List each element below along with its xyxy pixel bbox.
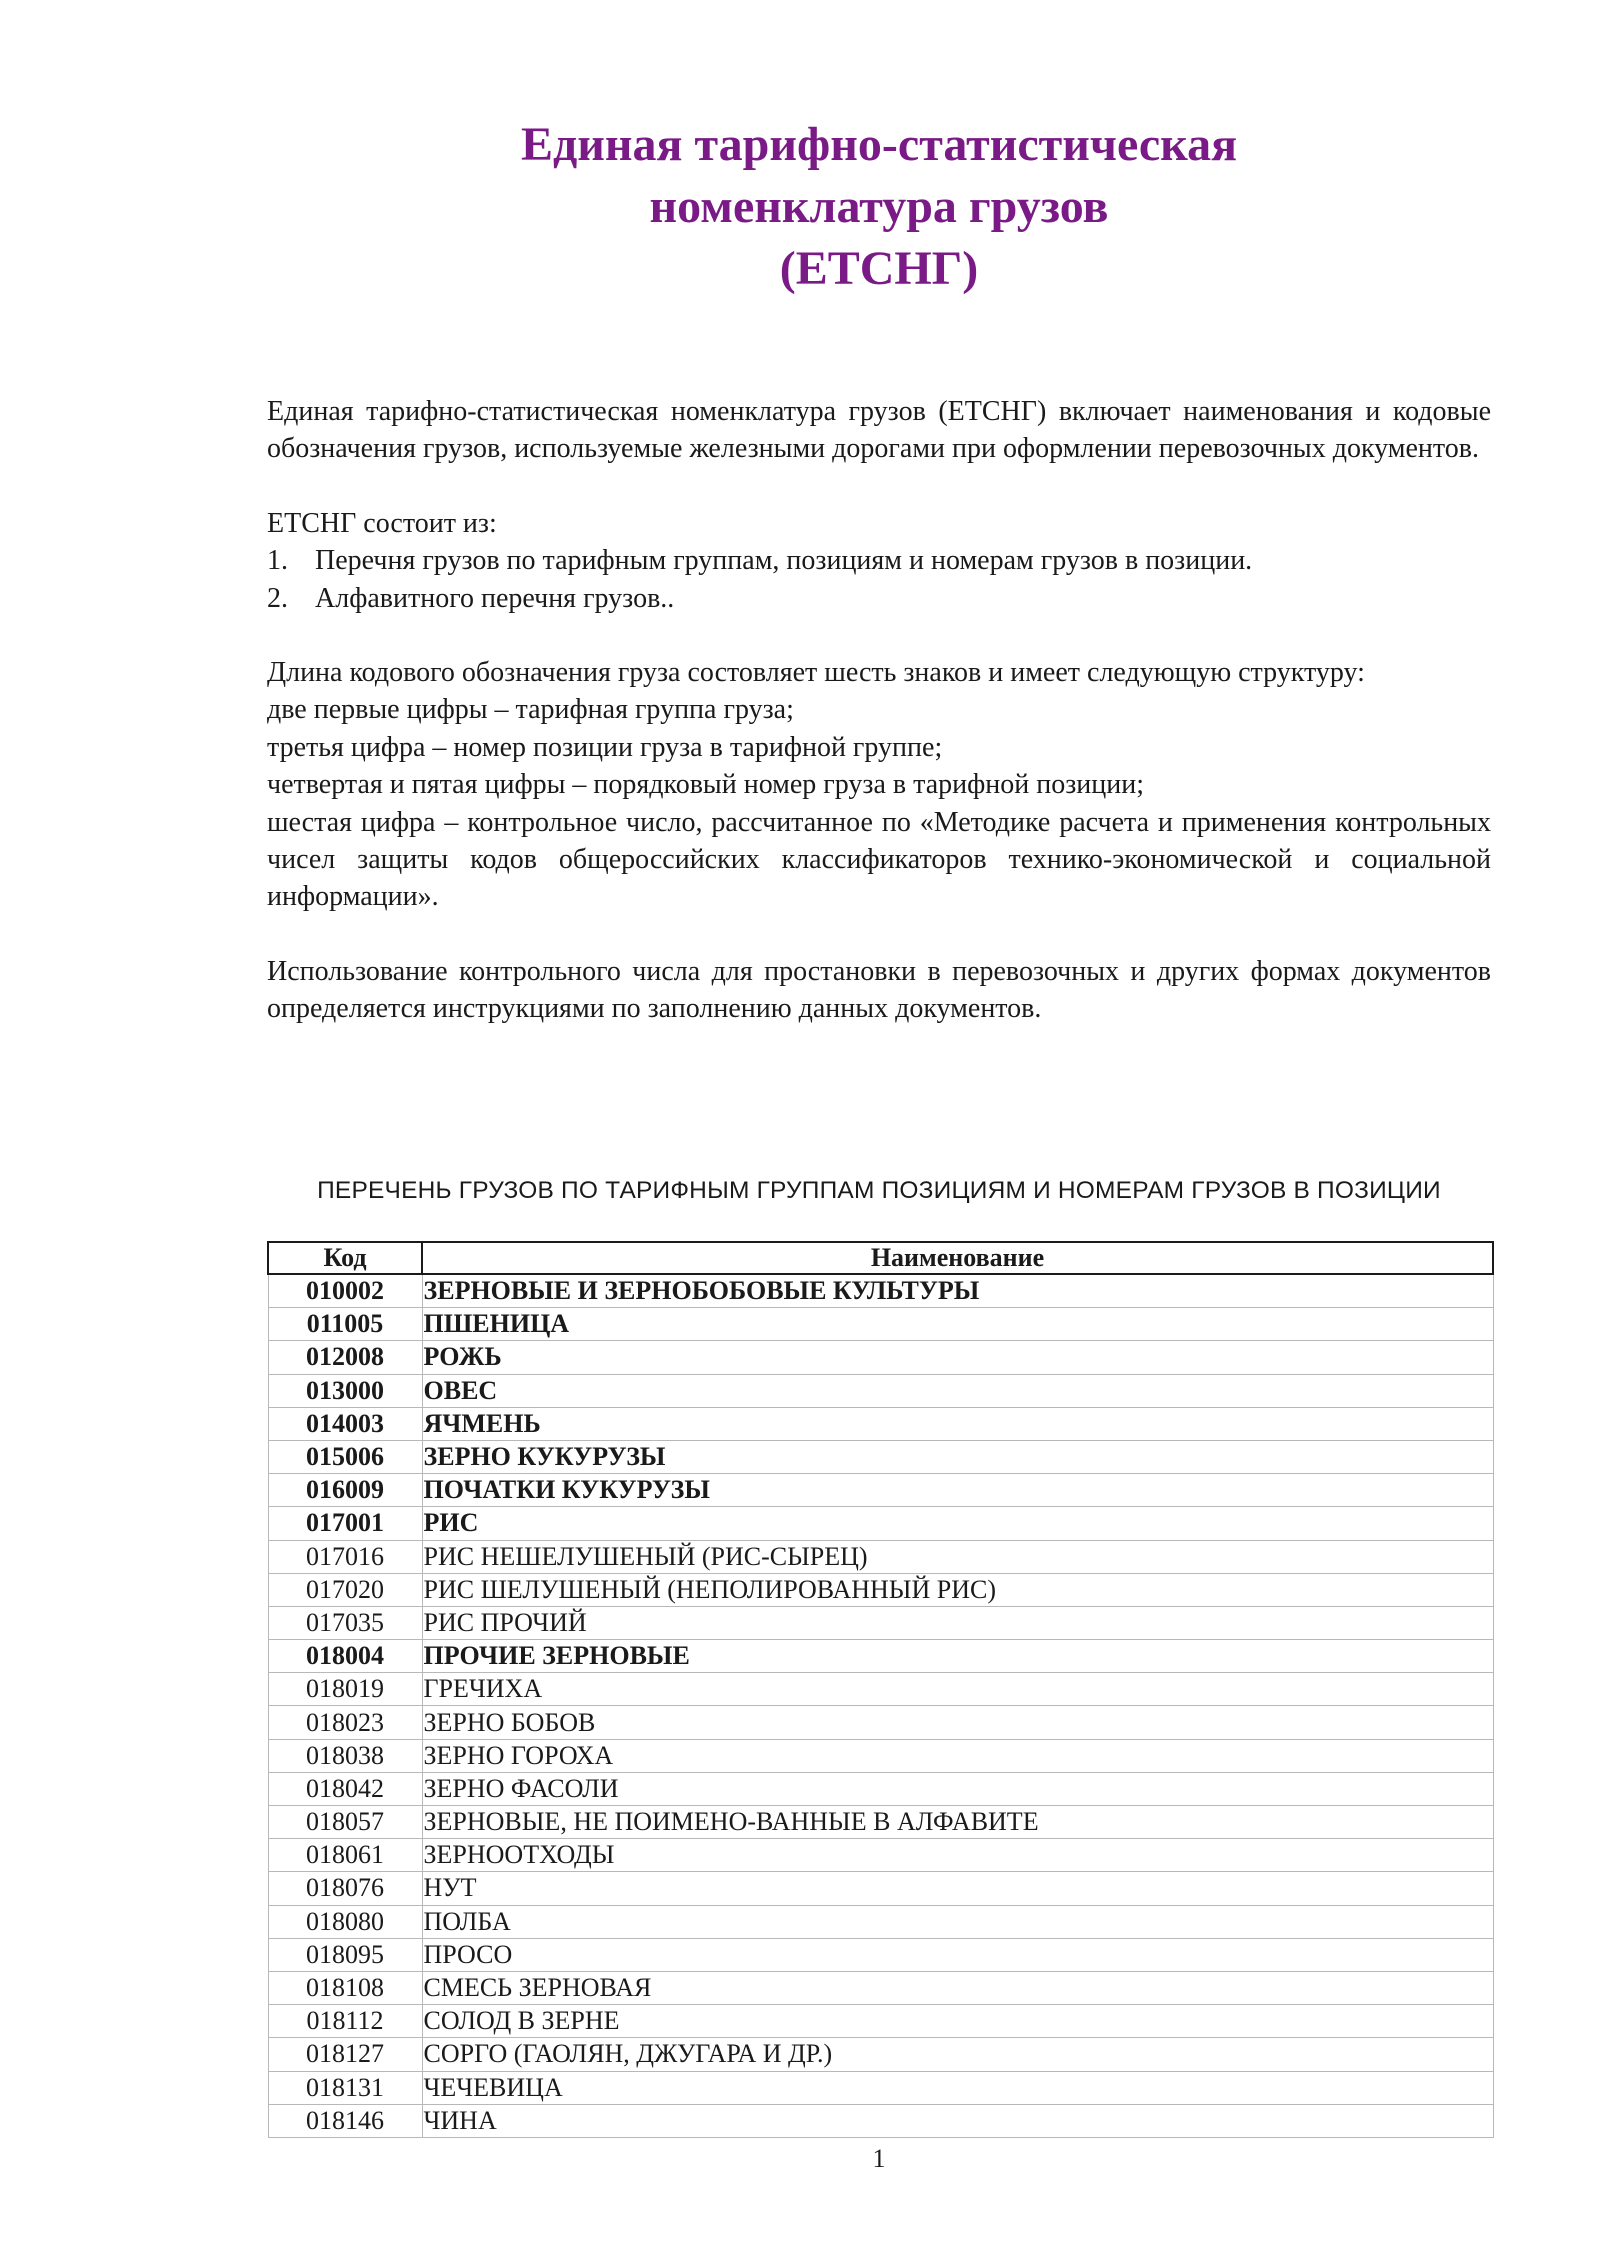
document-title xyxy=(267,114,1491,300)
cell-name: ЗЕРНООТХОДЫ xyxy=(422,1839,1493,1872)
cell-code: 018080 xyxy=(268,1905,422,1938)
list-text: Алфавитного перечня грузов.. xyxy=(315,582,675,614)
table-row xyxy=(268,1806,1493,1839)
structure-line: четвертая и пятая цифры – порядковый номер груза в тарифной позиции; xyxy=(267,769,1144,801)
table-row xyxy=(268,1440,1493,1473)
cell-code: 017001 xyxy=(268,1507,422,1540)
cell-name: ГРЕЧИХА xyxy=(422,1673,1493,1706)
cell-code: 018112 xyxy=(268,2005,422,2038)
table-row xyxy=(268,2005,1493,2038)
list-item xyxy=(267,542,1491,579)
table-heading: ПЕРЕЧЕНЬ ГРУЗОВ ПО ТАРИФНЫМ ГРУППАМ ПОЗИЦИЯМ И НОМЕРАМ ГРУЗОВ В ПОЗИЦИИ xyxy=(317,1177,1441,1204)
cell-name: СОРГО (ГАОЛЯН, ДЖУГАРА И ДР.) xyxy=(422,2038,1493,2071)
table-row xyxy=(268,1407,1493,1440)
cell-code: 016009 xyxy=(268,1474,422,1507)
table-header-row xyxy=(268,1242,1493,1274)
cell-name: СОЛОД В ЗЕРНЕ xyxy=(422,2005,1493,2038)
title-line: номенклатура грузов xyxy=(649,180,1109,233)
cell-code: 018108 xyxy=(268,1971,422,2004)
cell-name: ЗЕРНОВЫЕ И ЗЕРНОБОБОВЫЕ КУЛЬТУРЫ xyxy=(422,1274,1493,1308)
table-row xyxy=(268,1673,1493,1706)
cell-name: ЗЕРНОВЫЕ, НЕ ПОИМЕНО-ВАННЫЕ В АЛФАВИТЕ xyxy=(422,1806,1493,1839)
cell-name: ЧЕЧЕВИЦА xyxy=(422,2071,1493,2104)
table-row xyxy=(268,2038,1493,2071)
table-row xyxy=(268,2104,1493,2137)
cell-code: 012008 xyxy=(268,1341,422,1374)
cell-code: 011005 xyxy=(268,1308,422,1341)
table-row xyxy=(268,1341,1493,1374)
list-number: 2. xyxy=(267,582,288,614)
cell-code: 015006 xyxy=(268,1440,422,1473)
title-line: (ЕТСНГ) xyxy=(779,242,979,295)
cell-code: 018061 xyxy=(268,1839,422,1872)
list-text: Перечня грузов по тарифным группам, позициям и номерам грузов в позиции. xyxy=(315,545,1253,577)
title-line: Единая тарифно-статистическая xyxy=(520,118,1238,171)
cell-name: РИС ШЕЛУШЕНЫЙ (НЕПОЛИРОВАННЫЙ РИС) xyxy=(422,1573,1493,1606)
table-row xyxy=(268,2071,1493,2104)
table-row xyxy=(268,1308,1493,1341)
cell-code: 018019 xyxy=(268,1673,422,1706)
table-row xyxy=(268,1507,1493,1540)
cell-code: 018042 xyxy=(268,1772,422,1805)
intro-paragraph: Единая тарифно-статистическая номенклатура грузов (ЕТСНГ) включает наименования и кодовые обозначения грузов, используемые железными дорогами при оформлении перевозочных документов. xyxy=(267,396,1491,465)
cell-name: ПРОСО xyxy=(422,1938,1493,1971)
page-number: 1 xyxy=(872,2144,886,2173)
cell-name: НУТ xyxy=(422,1872,1493,1905)
structure-line: шестая цифра – контрольное число, рассчитанное по «Методике расчета и применения контрольных чисел защиты кодов общероссийских классификаторов технико-экономической и социальной информации». xyxy=(267,806,1491,913)
table-row xyxy=(268,1872,1493,1905)
cell-name: РИС ПРОЧИЙ xyxy=(422,1606,1493,1639)
table-row xyxy=(268,1573,1493,1606)
list-number: 1. xyxy=(267,545,288,577)
document-body xyxy=(267,393,1491,1028)
cell-name: РОЖЬ xyxy=(422,1341,1493,1374)
cell-name: РИС НЕШЕЛУШЕНЫЙ (РИС-СЫРЕЦ) xyxy=(422,1540,1493,1573)
cell-code: 017016 xyxy=(268,1540,422,1573)
table-row xyxy=(268,1971,1493,2004)
cell-name: РИС xyxy=(422,1507,1493,1540)
cell-code: 017035 xyxy=(268,1606,422,1639)
table-row xyxy=(268,1374,1493,1407)
consists-heading: ЕТСНГ состоит из: xyxy=(267,507,497,539)
table-body xyxy=(268,1274,1493,2137)
column-header-name: Наименование xyxy=(422,1242,1493,1274)
cell-code: 018004 xyxy=(268,1640,422,1673)
table-row xyxy=(268,1706,1493,1739)
cell-code: 018076 xyxy=(268,1872,422,1905)
cell-name: ЗЕРНО БОБОВ xyxy=(422,1706,1493,1739)
structure-line: третья цифра – номер позиции груза в тарифной группе; xyxy=(267,731,943,763)
cell-code: 018131 xyxy=(268,2071,422,2104)
usage-paragraph: Использование контрольного числа для простановки в перевозочных и других формах документов определяется инструкциями по заполнению данных документов. xyxy=(267,955,1491,1025)
cell-code: 018146 xyxy=(268,2104,422,2137)
cell-name: ПРОЧИЕ ЗЕРНОВЫЕ xyxy=(422,1640,1493,1673)
cell-name: ОВЕС xyxy=(422,1374,1493,1407)
table-row xyxy=(268,1739,1493,1772)
cell-code: 018023 xyxy=(268,1706,422,1739)
cell-name: ПШЕНИЦА xyxy=(422,1308,1493,1341)
column-header-code: Код xyxy=(268,1242,422,1274)
table-row xyxy=(268,1772,1493,1805)
table-row xyxy=(268,1839,1493,1872)
table-row xyxy=(268,1606,1493,1639)
table-row xyxy=(268,1474,1493,1507)
table-row xyxy=(268,1938,1493,1971)
goods-table xyxy=(267,1241,1494,2138)
cell-name: СМЕСЬ ЗЕРНОВАЯ xyxy=(422,1971,1493,2004)
cell-code: 017020 xyxy=(268,1573,422,1606)
cell-name: ПОЧАТКИ КУКУРУЗЫ xyxy=(422,1474,1493,1507)
table-row xyxy=(268,1274,1493,1308)
structure-intro: Длина кодового обозначения груза состовляет шесть знаков и имеет следующую структуру: xyxy=(267,657,1365,689)
cell-code: 018095 xyxy=(268,1938,422,1971)
cell-code: 018127 xyxy=(268,2038,422,2071)
cell-code: 014003 xyxy=(268,1407,422,1440)
cell-name: ЯЧМЕНЬ xyxy=(422,1407,1493,1440)
structure-line: две первые цифры – тарифная группа груза; xyxy=(267,694,794,726)
cell-name: ЗЕРНО ГОРОХА xyxy=(422,1739,1493,1772)
table-row xyxy=(268,1905,1493,1938)
table-row xyxy=(268,1640,1493,1673)
list-item xyxy=(267,580,1491,617)
cell-code: 013000 xyxy=(268,1374,422,1407)
cell-name: ПОЛБА xyxy=(422,1905,1493,1938)
table-row xyxy=(268,1540,1493,1573)
cell-code: 010002 xyxy=(268,1274,422,1308)
cell-code: 018038 xyxy=(268,1739,422,1772)
cell-name: ЗЕРНО ФАСОЛИ xyxy=(422,1772,1493,1805)
cell-name: ЗЕРНО КУКУРУЗЫ xyxy=(422,1440,1493,1473)
cell-code: 018057 xyxy=(268,1806,422,1839)
cell-name: ЧИНА xyxy=(422,2104,1493,2137)
